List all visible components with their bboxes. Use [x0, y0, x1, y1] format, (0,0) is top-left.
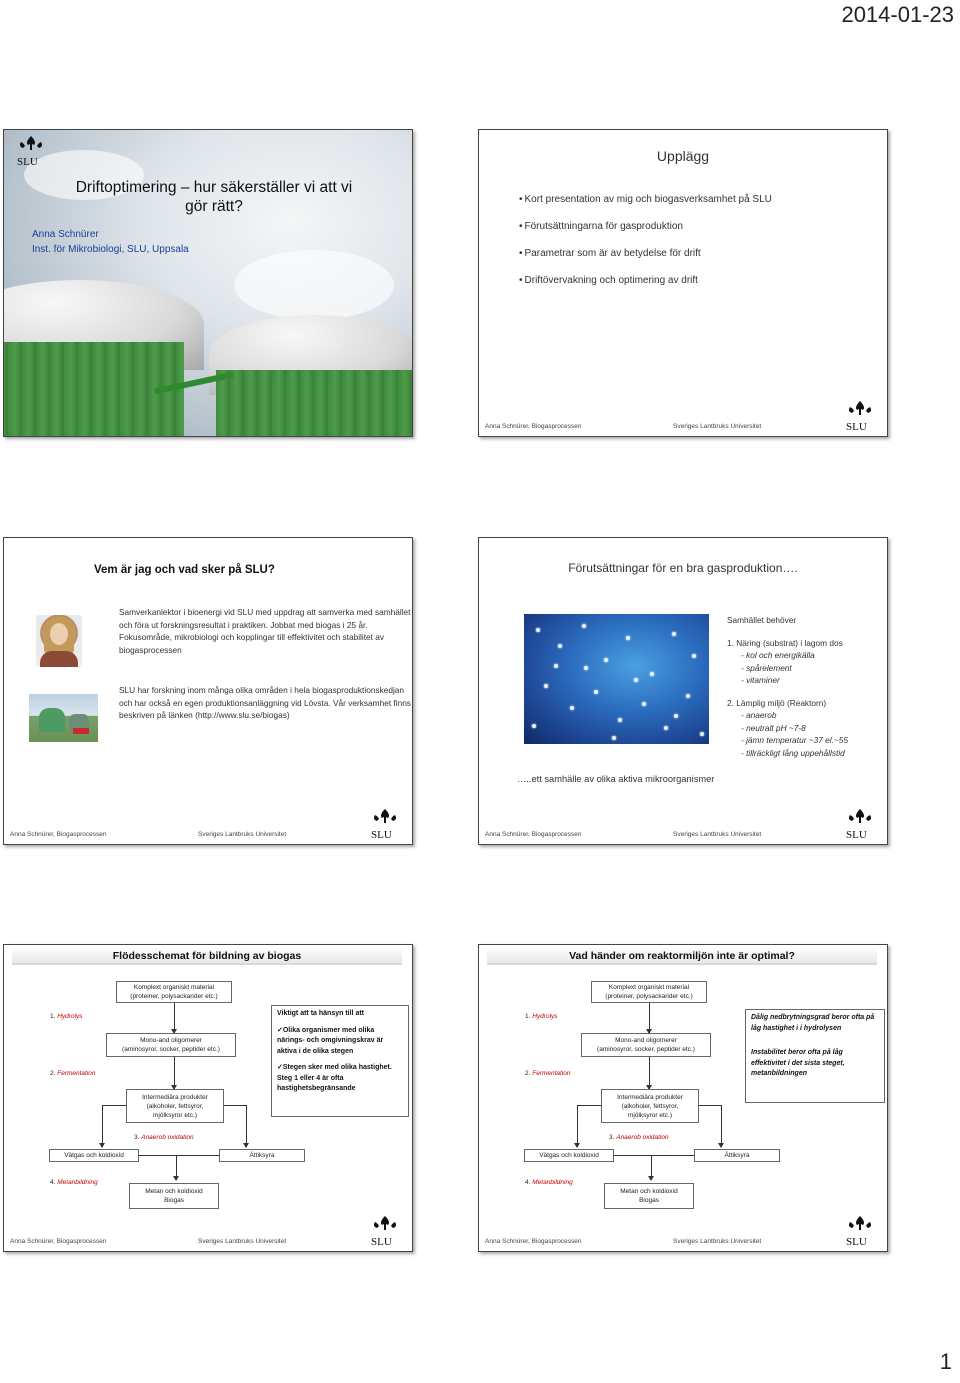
footer-center: Sveriges Lantbruks Universitet [673, 1238, 762, 1245]
agenda-item: • Förutsättningarna för gasproduktion [519, 221, 772, 232]
slide-flowchart [3, 944, 413, 1252]
slide-footer [479, 414, 887, 436]
needs-sub: - jämn temperatur ~37 el.~55 [741, 735, 848, 745]
svg-text:SLU: SLU [371, 829, 392, 841]
problems-box [745, 1009, 885, 1103]
plant-photo [29, 694, 98, 742]
microscope-image [524, 614, 709, 744]
needs-item-1: 1. Näring (substrat) i lagom dos [727, 637, 843, 648]
needs-title: Samhället behöver [727, 615, 797, 625]
footer-center: Sveriges Lantbruks Universitet [673, 423, 762, 430]
methane-biogas-box: Metan och koldioxid Biogas [129, 1183, 219, 1209]
hydrogen-box: Vätgas och koldioxid [49, 1149, 139, 1162]
needs-sub: - kol och energikälla [741, 650, 815, 660]
page-date: 2014-01-23 [841, 2, 954, 27]
footer-left: Anna Schnürer, Biogasprocessen [10, 1238, 107, 1245]
slide-footer [479, 822, 887, 844]
stage-fermentation: 2. Fermentation [50, 1070, 96, 1077]
problem-hydrolysis: Dålig nedbrytningsgrad beror ofta på låg hastighet i i hydrolysen [751, 1014, 875, 1032]
methane-biogas-box: Metan och koldioxid Biogas [604, 1183, 694, 1209]
slide-agenda [478, 129, 888, 437]
needs-sub: - neutralt pH ~7-8 [741, 722, 806, 733]
arrow [102, 1105, 103, 1147]
page-number: 1 [939, 1349, 952, 1374]
slide6-title: Vad händer om reaktormiljön inte är optimal? [487, 947, 877, 965]
footer-left: Anna Schnürer, Biogasprocessen [485, 1238, 582, 1245]
arrow [721, 1105, 722, 1147]
svg-text:SLU: SLU [846, 421, 867, 433]
stage-hydrolys: 1. Hydrolys [50, 1013, 83, 1020]
connector-line [224, 1105, 246, 1106]
slide-suboptimal [478, 944, 888, 1252]
needs-sub: - tillräckligt lång uppehållstid [741, 747, 845, 758]
footer-left: Anna Schnürer, Biogasprocessen [485, 831, 582, 838]
slide2-title: Upplägg [656, 148, 710, 164]
stage-hydrolys: 1. Hydrolys [525, 1013, 558, 1020]
slide4-bottom-text: …..ett samhälle av olika aktiva mikroorganismer [517, 774, 715, 784]
needs-list [727, 614, 848, 759]
needs-sub: - spårelement [741, 662, 792, 673]
footer-center: Sveriges Lantbruks Universitet [198, 1238, 287, 1245]
arrow [577, 1105, 578, 1147]
connector-line [102, 1105, 126, 1106]
arrow [174, 1003, 175, 1033]
slide3-paragraph-2: SLU har forskning inom många olika områden i hela biogasproduktionskedjan och har också en egen produktionsanläggning vid Lövsta. Vår verksamhet finns beskriven på länken (http://www.slu.se/biogas) [119, 685, 411, 720]
footer-left: Anna Schnürer, Biogasprocessen [10, 831, 107, 838]
svg-text:SLU: SLU [846, 829, 867, 841]
needs-item-2: 2. Lämplig miljö (Reaktorn) [727, 697, 827, 708]
considerations-box: Viktigt att ta hänsyn till att ✓Olika organismer med olika närings- och omgivningskrav är aktiva i de olika stegen ✓Stegen sker med olika hastighet. Steg 1 eller 4 är ofta hastighetsbegränsande [271, 1005, 409, 1117]
slu-logo [841, 807, 879, 841]
intermediate-products-box: Intermediära produkter (alkoholer, fettsyror, mjölksyror etc.) [126, 1089, 224, 1123]
arrow [246, 1105, 247, 1147]
needs-sub: - vitaminer [741, 675, 780, 685]
portrait-photo [36, 615, 82, 667]
slide1-author-block [32, 227, 189, 257]
slide1-title-block [49, 178, 379, 216]
connector-line [577, 1105, 601, 1106]
footer-left: Anna Schnürer, Biogasprocessen [485, 423, 582, 430]
agenda-item: • Parametrar som är av betydelse för drift [519, 248, 772, 259]
slide1-affiliation: Inst. för Mikrobiologi, SLU, Uppsala [32, 244, 189, 255]
svg-text:SLU: SLU [846, 1236, 867, 1248]
slide-footer [4, 1229, 412, 1251]
agenda-item: • Kort presentation av mig och biogasverksamhet på SLU [519, 194, 772, 205]
complex-material-box: Komplext organiskt material (proteiner, polysackarider etc.) [116, 981, 232, 1003]
stage-anaerob-oxidation: 3. Anaerob oxidation [134, 1134, 194, 1141]
slu-logo [841, 1214, 879, 1248]
slide-footer [479, 1229, 887, 1251]
slide-conditions [478, 537, 888, 845]
stage-anaerob-oxidation: 3. Anaerob oxidation [609, 1134, 669, 1141]
connector-line [699, 1105, 721, 1106]
svg-text:SLU: SLU [371, 1236, 392, 1248]
mono-oligomer-box: Mono-and oligomerer (aminosyror, socker, peptider etc.) [106, 1033, 236, 1057]
connector-line [614, 1155, 694, 1156]
agenda-item: • Driftövervakning och optimering av drift [519, 275, 772, 286]
slide-about [3, 537, 413, 845]
arrow [174, 1057, 175, 1089]
mono-oligomer-box: Mono-and oligomerer (aminosyror, socker, peptider etc.) [581, 1033, 711, 1057]
arrow [651, 1156, 652, 1180]
svg-text:SLU: SLU [17, 156, 38, 168]
arrow [176, 1156, 177, 1180]
needs-sub: - anaerob [741, 710, 777, 720]
slide3-paragraph-1: Samverkanlektor i bioenergi vid SLU med uppdrag att samverka med samhället och föra ut forskningsresultat i praktiken. Jobbat med biogas i 25 år. Fokusområde, mikrobiologi och kopplingar till effektivitet och stabilitet av biogasprocessen [119, 607, 411, 655]
agenda-list [519, 194, 772, 302]
stage-fermentation: 2. Fermentation [525, 1070, 571, 1077]
cloud [234, 250, 394, 320]
footer-center: Sveriges Lantbruks Universitet [673, 831, 762, 838]
footer-center: Sveriges Lantbruks Universitet [198, 831, 287, 838]
intermediate-products-box: Intermediära produkter (alkoholer, fettsyror, mjölksyror etc.) [601, 1089, 699, 1123]
arrow [649, 1003, 650, 1033]
connector-line [139, 1155, 219, 1156]
slide3-title: Vem är jag och vad sker på SLU? [94, 564, 275, 576]
stage-metanbildning: 4. Metanbildning [50, 1179, 98, 1186]
slide1-title-line2: gör rätt? [185, 198, 243, 215]
slide-title [3, 129, 413, 437]
slide1-title-line1: Driftoptimering – hur säkerställer vi att vi [75, 179, 353, 196]
problem-methanogenesis: Instabilitet beror ofta på låg effektivitet i det sista steget, metanbildningen [751, 1049, 845, 1077]
hydrogen-box: Vätgas och koldioxid [524, 1149, 614, 1162]
slide4-title: Förutsättningar för en bra gasproduktion…. [568, 561, 798, 575]
slu-logo [366, 807, 404, 841]
acetic-acid-box: Ättiksyra [694, 1149, 780, 1162]
stage-metanbildning: 4. Metanbildning [525, 1179, 573, 1186]
slide1-author: Anna Schnürer [32, 229, 99, 240]
slu-logo [12, 134, 50, 168]
arrow [649, 1057, 650, 1089]
slu-logo [841, 399, 879, 433]
complex-material-box: Komplext organiskt material (proteiner, polysackarider etc.) [591, 981, 707, 1003]
slide-footer [4, 822, 412, 844]
slu-logo [366, 1214, 404, 1248]
acetic-acid-box: Ättiksyra [219, 1149, 305, 1162]
slide5-title: Flödesschemat för bildning av biogas [12, 947, 402, 965]
